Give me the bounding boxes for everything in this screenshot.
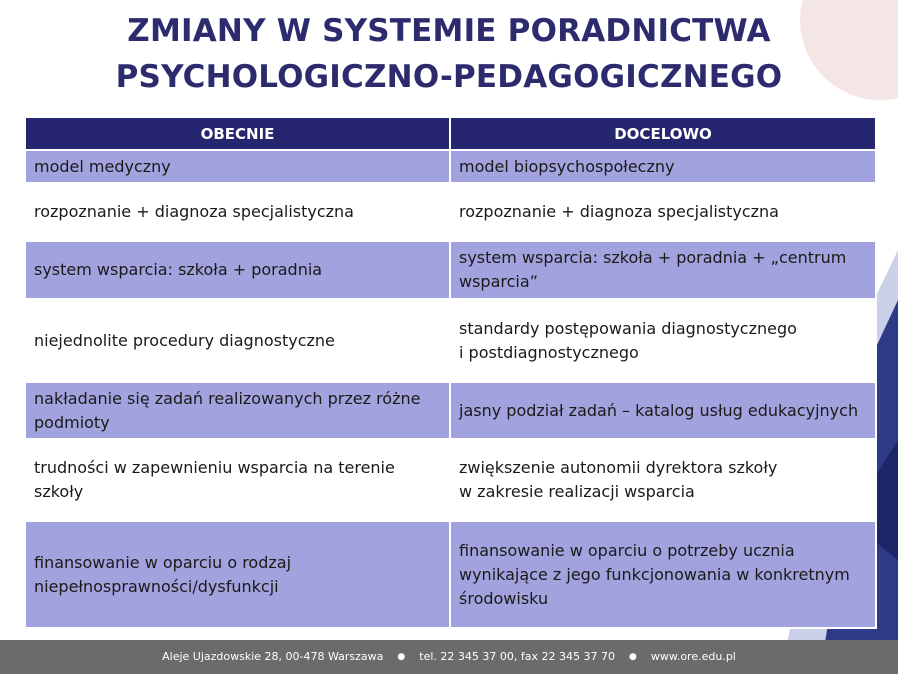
bullet-separator: ●: [397, 652, 406, 662]
cell-current: rozpoznanie + diagnoza specjalistyczna: [25, 183, 450, 241]
table-row: [25, 521, 876, 628]
cell-current: nakładanie się zadań realizowanych przez różne podmioty: [25, 382, 450, 439]
cell-target: jasny podział zadań – katalog usług edukacyjnych: [450, 382, 876, 439]
cell-current: trudności w zapewnieniu wsparcia na terenie szkoły: [25, 439, 450, 521]
footer-website-link[interactable]: www.ore.edu.pl: [650, 650, 736, 663]
table-row: [25, 299, 876, 382]
column-header-target: DOCELOWO: [450, 118, 876, 150]
bullet-separator: ●: [628, 652, 637, 662]
column-header-current: OBECNIE: [25, 118, 450, 150]
cell-target: system wsparcia: szkoła + poradnia + „centrum wsparcia”: [450, 241, 876, 299]
cell-target: zwiększenie autonomii dyrektora szkoły w zakresie realizacji wsparcia: [450, 439, 876, 521]
cell-current: model medyczny: [25, 150, 450, 183]
slide-title: [0, 8, 898, 100]
cell-current: system wsparcia: szkoła + poradnia: [25, 241, 450, 299]
cell-target: rozpoznanie + diagnoza specjalistyczna: [450, 183, 876, 241]
footer-address: Aleje Ujazdowskie 28, 00-478 Warszawa: [162, 650, 384, 663]
footer-bar: [0, 640, 898, 674]
cell-current: niejednolite procedury diagnostyczne: [25, 299, 450, 382]
title-line-1: ZMIANY W SYSTEMIE PORADNICTWA: [127, 13, 771, 49]
table-row: [25, 382, 876, 439]
footer-phone: tel. 22 345 37 00, fax 22 345 37 70: [419, 650, 615, 663]
title-line-2: PSYCHOLOGICZNO-PEDAGOGICZNEGO: [115, 59, 783, 95]
cell-target: standardy postępowania diagnostycznego i postdiagnostycznego: [450, 299, 876, 382]
table-row: [25, 439, 876, 521]
cell-target: model biopsychospołeczny: [450, 150, 876, 183]
cell-current: finansowanie w oparciu o rodzaj niepełnosprawności/dysfunkcji: [25, 521, 450, 628]
table-row: [25, 183, 876, 241]
table-row: [25, 150, 876, 183]
table-header-row: [25, 118, 876, 150]
cell-target: finansowanie w oparciu o potrzeby ucznia wynikające z jego funkcjonowania w konkretnym środowisku: [450, 521, 876, 628]
comparison-table: [24, 118, 877, 629]
table-row: [25, 241, 876, 299]
